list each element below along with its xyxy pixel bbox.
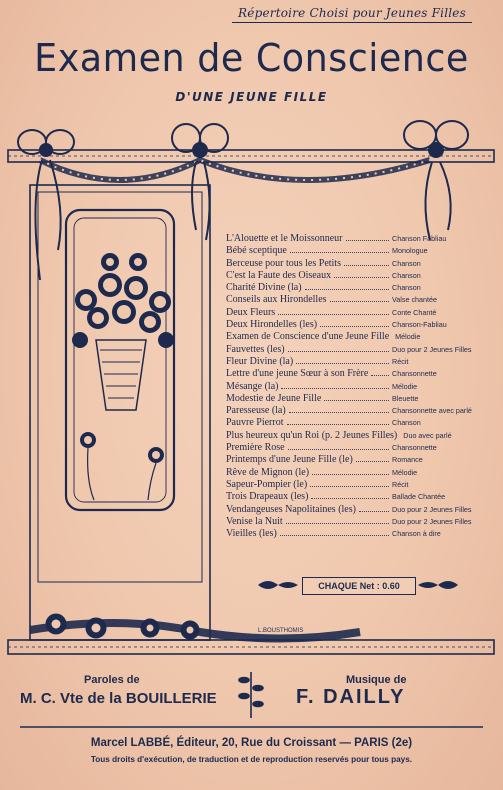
page-subtitle: D'UNE JEUNE FILLE: [175, 90, 328, 104]
song-genre: Duo avec parlé: [403, 430, 452, 440]
price-ornament-left-icon: [258, 581, 298, 589]
song-genre: Mélodie: [395, 332, 421, 342]
song-title: Vendangeuses Napolitaines (les): [226, 503, 356, 515]
song-title: Première Rose: [226, 442, 285, 454]
song-row: [226, 307, 488, 319]
song-title: Fauvettes (les): [226, 343, 285, 355]
song-title: Plus heureux qu'un Roi (p. 2 Jeunes Filles): [226, 429, 398, 441]
song-title: Berceuse pour tous les Petits: [226, 257, 341, 269]
song-genre: Duo pour 2 Jeunes Filles: [392, 516, 472, 526]
song-genre: Conte Chanté: [392, 307, 437, 317]
leader-dots: [310, 480, 389, 487]
song-title: Examen de Conscience d'une Jeune Fille: [226, 331, 390, 343]
leader-dots: [289, 406, 389, 413]
song-title: Paresseuse (la): [226, 405, 286, 417]
song-title: Rêve de Mignon (le): [226, 466, 310, 478]
song-title: L'Alouette et le Moissonneur: [226, 233, 343, 244]
song-row: [226, 393, 488, 405]
song-genre: Chanson: [392, 418, 421, 428]
song-title: Printemps d'une Jeune Fille (le): [226, 454, 353, 466]
leader-dots: [311, 492, 389, 499]
song-genre: Chansonnette avec parlé: [392, 406, 472, 416]
song-row: [226, 516, 488, 528]
song-title: Deux Fleurs: [226, 306, 276, 318]
leader-dots: [290, 246, 389, 253]
song-row: [226, 405, 488, 417]
song-title: Deux Hirondelles (les): [226, 319, 318, 331]
song-genre: Chanson Fabliau: [392, 234, 447, 243]
leader-dots: [320, 320, 389, 327]
song-title: Venise la Nuit: [226, 515, 283, 527]
song-row: [226, 454, 488, 466]
song-genre: Chansonnette: [392, 369, 437, 379]
song-genre: Romance: [392, 455, 423, 465]
song-genre: Duo pour 2 Jeunes Filles: [392, 504, 472, 514]
song-title: Charité Divine (la): [226, 282, 302, 294]
leader-dots: [305, 283, 389, 290]
song-title: Bébé sceptique: [226, 245, 287, 257]
bottom-garland: [8, 614, 494, 654]
sprig-icon: [239, 672, 263, 718]
leader-dots: [334, 271, 389, 278]
song-title: Sapeur-Pompier (le): [226, 478, 308, 490]
song-row: [226, 282, 488, 294]
song-title: Vieilles (les): [226, 528, 277, 540]
leader-dots: [356, 455, 389, 462]
song-row: [226, 381, 488, 393]
price-box: CHAQUE Net : 0.60: [302, 577, 416, 595]
song-row: [226, 504, 488, 516]
publisher-line: Marcel LABBÉ, Éditeur, 20, Rue du Croissant — PARIS (2e): [90, 737, 413, 749]
leader-dots: [280, 529, 389, 536]
leader-dots: [344, 259, 389, 266]
left-pillar: [30, 185, 210, 640]
song-row: [226, 430, 488, 442]
song-genre: Ballade Chantée: [392, 492, 446, 502]
leader-dots: [287, 418, 390, 425]
song-row: [226, 245, 488, 257]
leader-dots: [324, 394, 389, 401]
leader-dots: [296, 357, 389, 364]
song-row: [226, 344, 488, 356]
lyrics-label: Paroles de: [84, 674, 140, 686]
song-title: C'est la Faute des Oiseaux: [226, 269, 332, 281]
song-row: [226, 442, 488, 454]
leader-dots: [371, 369, 389, 376]
song-row: [226, 528, 488, 540]
song-row: [226, 356, 488, 368]
series-heading: Répertoire Choisi pour Jeunes Filles: [232, 6, 472, 23]
song-row: [226, 331, 488, 343]
song-genre: Chanson-Fabliau: [392, 320, 447, 330]
rights-notice: Tous droits d'exécution, de traduction et de reproduction reservés pour tous pays.: [90, 755, 413, 764]
song-row: [226, 479, 488, 491]
song-row: [226, 368, 488, 380]
song-genre: Chanson à dire: [392, 529, 441, 539]
flower-basket-icon: [72, 253, 174, 500]
top-garland: [8, 150, 494, 180]
leader-dots: [286, 517, 389, 524]
song-title: Lettre d'une jeune Sœur à son Frère: [226, 368, 369, 380]
leader-dots: [288, 443, 389, 450]
song-genre: Valse chantée: [392, 295, 438, 305]
song-genre: Chanson: [392, 258, 421, 268]
page-title: Examen de Conscience: [34, 36, 469, 80]
song-genre: Duo pour 2 Jeunes Filles: [392, 344, 472, 354]
music-label: Musique de: [346, 674, 407, 686]
bow-center-icon: [172, 124, 228, 240]
leader-dots: [312, 468, 389, 475]
illustrator-signature: L.BOUSTHOMIS: [258, 628, 304, 634]
song-genre: Récit: [392, 479, 409, 489]
song-list: [226, 233, 488, 540]
song-genre: Chanson: [392, 283, 421, 293]
song-title: Conseils aux Hirondelles: [226, 294, 327, 306]
song-title: Fleur Divine (la): [226, 355, 294, 367]
lyricist-name: M. C. Vte de la BOUILLERIE: [20, 690, 217, 707]
song-genre: Bleuette: [392, 393, 419, 403]
song-row: [226, 294, 488, 306]
leader-dots: [330, 295, 389, 302]
song-title: Mésange (la): [226, 380, 279, 392]
song-title: Pauvre Pierrot: [226, 417, 284, 429]
song-genre: Mélodie: [392, 467, 418, 477]
song-title: Trois Drapeaux (les): [226, 491, 309, 503]
song-genre: Chansonnette: [392, 443, 437, 453]
composer-name: F. DAILLY: [296, 686, 406, 708]
leader-dots: [346, 234, 390, 241]
price-ornament-right-icon: [418, 581, 458, 589]
song-row: [226, 258, 488, 270]
song-row: [226, 417, 488, 429]
leader-dots: [288, 345, 389, 352]
song-genre: Mélodie: [392, 381, 418, 391]
song-row: [226, 491, 488, 503]
leader-dots: [281, 382, 389, 389]
song-genre: Récit: [392, 356, 409, 366]
song-genre: Chanson: [392, 270, 421, 280]
leader-dots: [359, 505, 389, 512]
song-row: [226, 233, 488, 245]
bow-right-icon: [404, 121, 468, 240]
song-row: [226, 467, 488, 479]
song-title: Modestie de Jeune Fille: [226, 392, 322, 404]
leader-dots: [278, 308, 389, 315]
song-genre: Monologue: [392, 246, 428, 256]
song-row: [226, 270, 488, 282]
song-row: [226, 319, 488, 331]
